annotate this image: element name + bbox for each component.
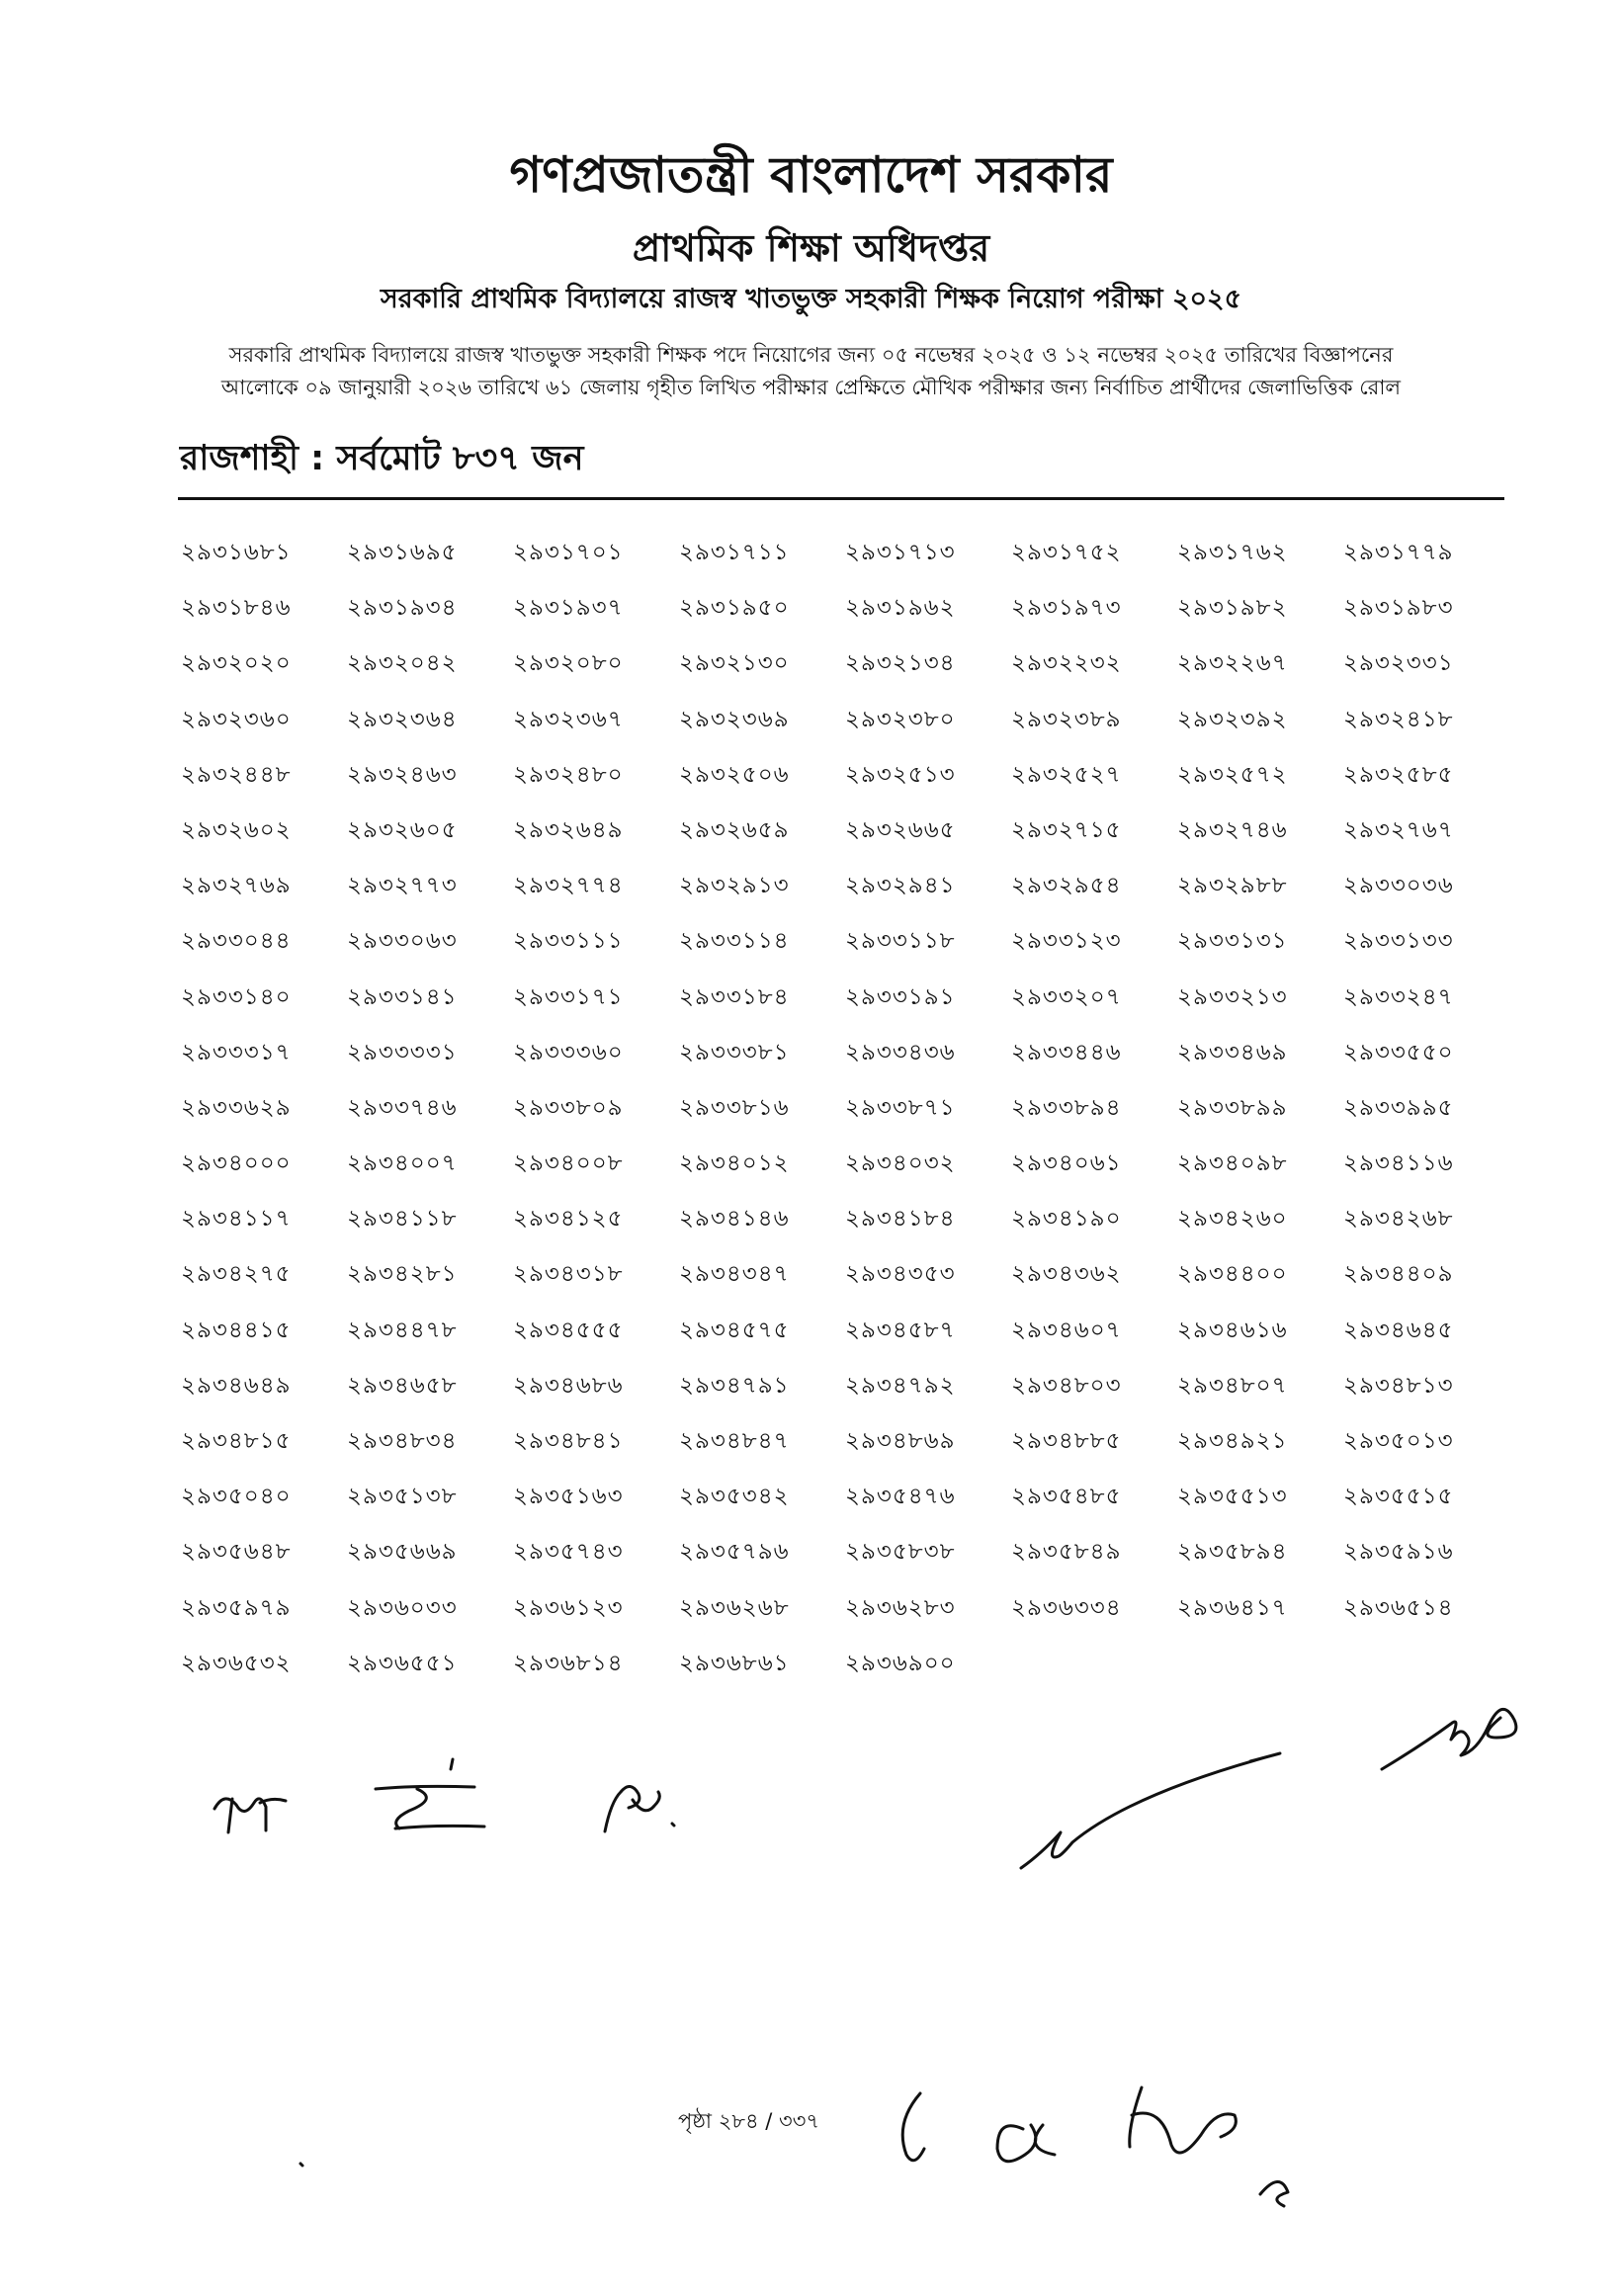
roll-number: ২৯৩৫৫১৩ [1177, 1484, 1288, 1510]
roll-number: ২৯৩২৪৪৮ [181, 761, 292, 788]
roll-number: ২৯৩৫৭৪৩ [513, 1539, 624, 1566]
roll-number: ২৯৩৪৩৫৩ [845, 1261, 956, 1288]
roll-number: ২৯৩৪৫৭৫ [679, 1317, 790, 1343]
roll-number: ২৯৩২০২০ [181, 650, 292, 677]
roll-number: ২৯৩৪৮৩৪ [347, 1428, 458, 1454]
roll-number: ২৯৩৪২৬০ [1177, 1206, 1288, 1233]
roll-number: ২৯৩৫৮৪৯ [1011, 1539, 1122, 1566]
roll-number: ২৯৩৪৫৫৫ [513, 1317, 624, 1343]
roll-number: ২৯৩২৭৪৬ [1177, 816, 1288, 843]
roll-number: ২৯৩১৭৭৯ [1343, 540, 1454, 565]
roll-number: ২৯৩৫৩৪২ [679, 1484, 790, 1510]
roll-number: ২৯৩৫৬৬৯ [347, 1539, 458, 1566]
roll-number: ২৯৩১৭৫২ [1011, 540, 1122, 565]
signature-5 [1374, 1680, 1542, 1789]
roll-number: ২৯৩৫৭৯৬ [679, 1539, 790, 1566]
roll-number: ২৯৩১৭৬২ [1177, 540, 1288, 565]
roll-number: ২৯৩৩৫৫০ [1343, 1039, 1454, 1065]
roll-number: ২৯৩২০৪২ [347, 650, 458, 677]
roll-number: ২৯৩৫০১৩ [1343, 1428, 1454, 1454]
roll-number: ২৯৩৪০৯৮ [1177, 1150, 1288, 1177]
roll-number: ২৯৩৩১৭১ [513, 983, 624, 1010]
roll-number: ২৯৩৩১৪০ [181, 983, 292, 1010]
roll-number: ২৯৩২৭৬৯ [181, 873, 292, 899]
roll-number: ২৯৩২৪১৮ [1343, 706, 1454, 732]
roll-number: ২৯৩২৬৫৯ [679, 816, 790, 843]
roll-number: ২৯৩২৬০৫ [347, 816, 458, 843]
roll-number: ২৯৩৪৬৪৯ [181, 1372, 292, 1399]
roll-number: ২৯৩৩৮০৯ [513, 1094, 624, 1121]
roll-number: ২৯৩৩১১৮ [845, 928, 956, 955]
roll-number: ২৯৩৪৮৮৫ [1011, 1428, 1122, 1454]
roll-number: ২৯৩২৩৬৭ [513, 706, 624, 732]
notice-text [0, 339, 1622, 404]
roll-number: ২৯৩৪১৯০ [1011, 1206, 1122, 1233]
roll-number: ২৯৩৪৮৪৭ [679, 1428, 790, 1454]
roll-number: ২৯৩৪৯২১ [1177, 1428, 1288, 1454]
roll-number: ২৯৩৪০৬১ [1011, 1150, 1122, 1177]
signature-1 [203, 1769, 297, 1843]
roll-number: ২৯৩৩৩৬০ [513, 1039, 624, 1065]
roll-number: ২৯৩২৭১৫ [1011, 816, 1122, 843]
roll-number: ২৯৩৬৮১৪ [513, 1650, 624, 1676]
roll-number: ২৯৩৪৭৯১ [679, 1372, 790, 1399]
roll-number: ২৯৩১৬৯৫ [347, 540, 458, 565]
signature-2 [356, 1749, 504, 1838]
roll-number: ২৯৩২৯৫৪ [1011, 873, 1122, 899]
roll-number: ২৯৩৩২০৭ [1011, 983, 1122, 1010]
roll-number: ২৯৩১৮৪৬ [181, 595, 292, 622]
department-title: প্রাথমিক শিক্ষা অধিদপ্তর [632, 226, 990, 270]
roll-number: ২৯৩১৯৮২ [1177, 595, 1288, 622]
roll-number: ২৯৩২৬৪৯ [513, 816, 624, 843]
roll-number: ২৯৩২৯৮৮ [1177, 873, 1288, 899]
roll-number: ২৯৩২৪৮০ [513, 761, 624, 788]
roll-number: ২৯৩৩৩৮১ [679, 1039, 790, 1065]
roll-number: ২৯৩৪৩৬২ [1011, 1261, 1122, 1288]
roll-number: ২৯৩৪১১৭ [181, 1206, 292, 1233]
roll-number: ২৯৩৫০৪০ [181, 1484, 292, 1510]
roll-number: ২৯৩৫১৬৩ [513, 1484, 624, 1510]
roll-number: ২৯৩৫৪৮৫ [1011, 1484, 1122, 1510]
roll-number: ২৯৩৫৫১৫ [1343, 1484, 1454, 1510]
roll-number: ২৯৩১৯৬২ [845, 595, 956, 622]
roll-number: ২৯৩১৯৭৩ [1011, 595, 1122, 622]
roll-number: ২৯৩৩০৪৪ [181, 928, 292, 955]
stray-mark [297, 2160, 306, 2169]
roll-number: ২৯৩৬২৮৩ [845, 1594, 956, 1621]
roll-number: ২৯৩৪৫৮৭ [845, 1317, 956, 1343]
roll-number: ২৯৩৫৮৯৪ [1177, 1539, 1288, 1566]
roll-number: ২৯৩৪১১৮ [347, 1206, 458, 1233]
roll-number: ২৯৩২৬০২ [181, 816, 292, 843]
roll-number: ২৯৩২২৩২ [1011, 650, 1122, 677]
roll-number: ২৯৩৬৪১৭ [1177, 1594, 1288, 1621]
roll-number: ২৯৩৪৮০৭ [1177, 1372, 1288, 1399]
roll-number: ২৯৩৩০৩৬ [1343, 873, 1454, 899]
notice-line-1: সরকারি প্রাথমিক বিদ্যালয়ে রাজস্ব খাতভুক্ত সহকারী শিক্ষক পদে নিয়োগের জন্য ০৫ নভেম্বর ২০২৫ ও ১২ নভেম্বর ২০২৫ তারিখের বিজ্ঞাপনের [228, 343, 1394, 367]
roll-number: ২৯৩৪০০৮ [513, 1150, 624, 1177]
roll-number: ২৯৩২৩৬০ [181, 706, 292, 732]
roll-number: ২৯৩৬১২৩ [513, 1594, 624, 1621]
roll-number: ২৯৩৩৪৩৬ [845, 1039, 956, 1065]
roll-number: ২৯৩৪৪৭৮ [347, 1317, 458, 1343]
government-title: গণপ্রজাতন্ত্রী বাংলাদেশ সরকার [509, 146, 1113, 204]
roll-number: ২৯৩২০৮০ [513, 650, 624, 677]
roll-number: ২৯৩২৫০৬ [679, 761, 790, 788]
roll-number: ২৯৩২২৬৭ [1177, 650, 1288, 677]
signature-3 [593, 1774, 692, 1843]
roll-number: ২৯৩৪০৩২ [845, 1150, 956, 1177]
roll-number: ২৯৩৬০৩৩ [347, 1594, 458, 1621]
roll-number: ২৯৩২৫২৭ [1011, 761, 1122, 788]
roll-number: ২৯৩২৪৬৩ [347, 761, 458, 788]
roll-number: ২৯৩২৯৪১ [845, 873, 956, 899]
roll-number: ২৯৩৬৫৩২ [181, 1650, 292, 1676]
roll-number: ২৯৩৩১৯১ [845, 983, 956, 1010]
roll-number: ২৯৩৪৪০৯ [1343, 1261, 1454, 1288]
roll-number: ২৯৩২৭৭৪ [513, 873, 624, 899]
roll-number: ২৯৩২৯১৩ [679, 873, 790, 899]
roll-number: ২৯৩৩২৪৭ [1343, 983, 1454, 1010]
page-number: পৃষ্ঠা ২৮৪ / ৩৩৭ [678, 2109, 819, 2133]
roll-number: ২৯৩৪০১২ [679, 1150, 790, 1177]
roll-number: ২৯৩২৩৮০ [845, 706, 956, 732]
roll-number: ২৯৩৪৬০৭ [1011, 1317, 1122, 1343]
roll-number: ২৯৩৩১৩১ [1177, 928, 1288, 955]
roll-number: ২৯৩৪৭৯২ [845, 1372, 956, 1399]
region-title: রাজশাহী : সর্বমোট ৮৩৭ জন [180, 439, 584, 478]
roll-number: ২৯৩৫৬৪৮ [181, 1539, 292, 1566]
roll-number: ২৯৩৪৮৪১ [513, 1428, 624, 1454]
roll-number: ২৯৩১৯৩৭ [513, 595, 624, 622]
roll-number: ২৯৩৩৬২৯ [181, 1094, 292, 1121]
roll-number: ২৯৩১৭০১ [513, 540, 624, 565]
roll-number: ২৯৩২৭৬৭ [1343, 816, 1454, 843]
roll-number: ২৯৩৪৮১৫ [181, 1428, 292, 1454]
roll-number: ২৯৩৩৮১৬ [679, 1094, 790, 1121]
roll-number: ২৯৩৬৮৬১ [679, 1650, 790, 1676]
roll-number: ২৯৩৬২৬৮ [679, 1594, 790, 1621]
section-divider [178, 497, 1504, 500]
roll-number: ২৯৩৩১১১ [513, 928, 624, 955]
roll-number-grid [181, 534, 1505, 1700]
roll-number: ২৯৩৪৬১৬ [1177, 1317, 1288, 1343]
roll-number: ২৯৩৩৪৬৯ [1177, 1039, 1288, 1065]
roll-number: ২৯৩২১৩০ [679, 650, 790, 677]
roll-number: ২৯৩৩১১৪ [679, 928, 790, 955]
roll-number: ২৯৩৩৭৪৬ [347, 1094, 458, 1121]
roll-number: ২৯৩৬৫৫১ [347, 1650, 458, 1676]
roll-number: ২৯৩৪১৪৬ [679, 1206, 790, 1233]
roll-number: ২৯৩২৩৬৯ [679, 706, 790, 732]
roll-number: ২৯৩১৭১৩ [845, 540, 956, 565]
roll-number: ২৯৩৬৯০০ [845, 1650, 956, 1676]
roll-number: ২৯৩৬৩৩৪ [1011, 1594, 1122, 1621]
notice-line-2: আলোকে ০৯ জানুয়ারী ২০২৬ তারিখে ৬১ জেলায় গৃহীত লিখিত পরীক্ষার প্রেক্ষিতে মৌখিক পরীক্ষার জন্য নির্বাচিত প্রার্থীদের জেলাভিত্তিক রোল [220, 376, 1402, 399]
signature-4 [1013, 1720, 1290, 1878]
roll-number: ২৯৩১৬৮১ [181, 540, 292, 565]
roll-number: ২৯৩৩৮৯৪ [1011, 1094, 1122, 1121]
roll-number: ২৯৩৪৪১৫ [181, 1317, 292, 1343]
roll-number: ২৯৩২৫৮৫ [1343, 761, 1454, 788]
roll-number: ২৯৩৩১৪১ [347, 983, 458, 1010]
roll-number: ২৯৩৩১২৩ [1011, 928, 1122, 955]
roll-number: ২৯৩২৩৬৪ [347, 706, 458, 732]
roll-number: ২৯৩৫১৩৮ [347, 1484, 458, 1510]
roll-number: ২৯৩৫৯১৬ [1343, 1539, 1454, 1566]
roll-number: ২৯৩৩৩৩১ [347, 1039, 458, 1065]
roll-number: ২৯৩৪৬৪৫ [1343, 1317, 1454, 1343]
roll-number: ২৯৩২৩৩১ [1343, 650, 1454, 677]
signature-6 [895, 2076, 1329, 2214]
roll-number: ২৯৩২৭৭৩ [347, 873, 458, 899]
roll-number: ২৯৩৪০০০ [181, 1150, 292, 1177]
roll-number: ২৯৩৩৯৯৫ [1343, 1094, 1454, 1121]
roll-number: ২৯৩৪১২৫ [513, 1206, 624, 1233]
roll-number: ২৯৩১৯৫০ [679, 595, 790, 622]
roll-number: ২৯৩২৫৭২ [1177, 761, 1288, 788]
roll-number: ২৯৩৩০৬৩ [347, 928, 458, 955]
roll-number: ২৯৩৪৮১৩ [1343, 1372, 1454, 1399]
roll-number: ২৯৩৪৮৬৯ [845, 1428, 956, 1454]
roll-number: ২৯৩২৬৬৫ [845, 816, 956, 843]
roll-number: ২৯৩৪৬৮৬ [513, 1372, 624, 1399]
roll-number: ২৯৩১৯৮৩ [1343, 595, 1454, 622]
roll-number: ২৯৩৪৬৫৮ [347, 1372, 458, 1399]
roll-number: ২৯৩৪৩১৮ [513, 1261, 624, 1288]
roll-number: ২৯৩৩১৮৪ [679, 983, 790, 1010]
roll-number: ২৯৩৩১৩৩ [1343, 928, 1454, 955]
roll-number: ২৯৩৪৩৪৭ [679, 1261, 790, 1288]
roll-number: ২৯৩৩৮৯৯ [1177, 1094, 1288, 1121]
roll-number: ২৯৩৬৫১৪ [1343, 1594, 1454, 1621]
roll-number: ২৯৩৩২১৩ [1177, 983, 1288, 1010]
roll-number: ২৯৩১৯৩৪ [347, 595, 458, 622]
roll-number: ২৯৩৫৮৩৮ [845, 1539, 956, 1566]
roll-number: ২৯৩২১৩৪ [845, 650, 956, 677]
roll-number: ২৯৩৩৩১৭ [181, 1039, 292, 1065]
roll-number: ২৯৩৪১১৬ [1343, 1150, 1454, 1177]
roll-number: ২৯৩৪৪০০ [1177, 1261, 1288, 1288]
roll-number: ২৯৩৪২৬৮ [1343, 1206, 1454, 1233]
roll-number: ২৯৩৪৮০৩ [1011, 1372, 1122, 1399]
roll-number: ২৯৩৪১৮৪ [845, 1206, 956, 1233]
roll-number: ২৯৩৫৪৭৬ [845, 1484, 956, 1510]
roll-number: ২৯৩৫৯৭৯ [181, 1594, 292, 1621]
roll-number: ২৯৩২৩৯২ [1177, 706, 1288, 732]
roll-number: ২৯৩৩৪৪৬ [1011, 1039, 1122, 1065]
roll-number: ২৯৩২৩৮৯ [1011, 706, 1122, 732]
exam-title: সরকারি প্রাথমিক বিদ্যালয়ে রাজস্ব খাতভুক্ত সহকারী শিক্ষক নিয়োগ পরীক্ষা ২০২৫ [380, 284, 1242, 314]
roll-number: ২৯৩১৭১১ [679, 540, 790, 565]
roll-number: ২৯৩৪২৭৫ [181, 1261, 292, 1288]
roll-number: ২৯৩৪২৮১ [347, 1261, 458, 1288]
roll-number: ২৯৩৩৮৭১ [845, 1094, 956, 1121]
roll-number: ২৯৩২৫১৩ [845, 761, 956, 788]
roll-number: ২৯৩৪০০৭ [347, 1150, 458, 1177]
